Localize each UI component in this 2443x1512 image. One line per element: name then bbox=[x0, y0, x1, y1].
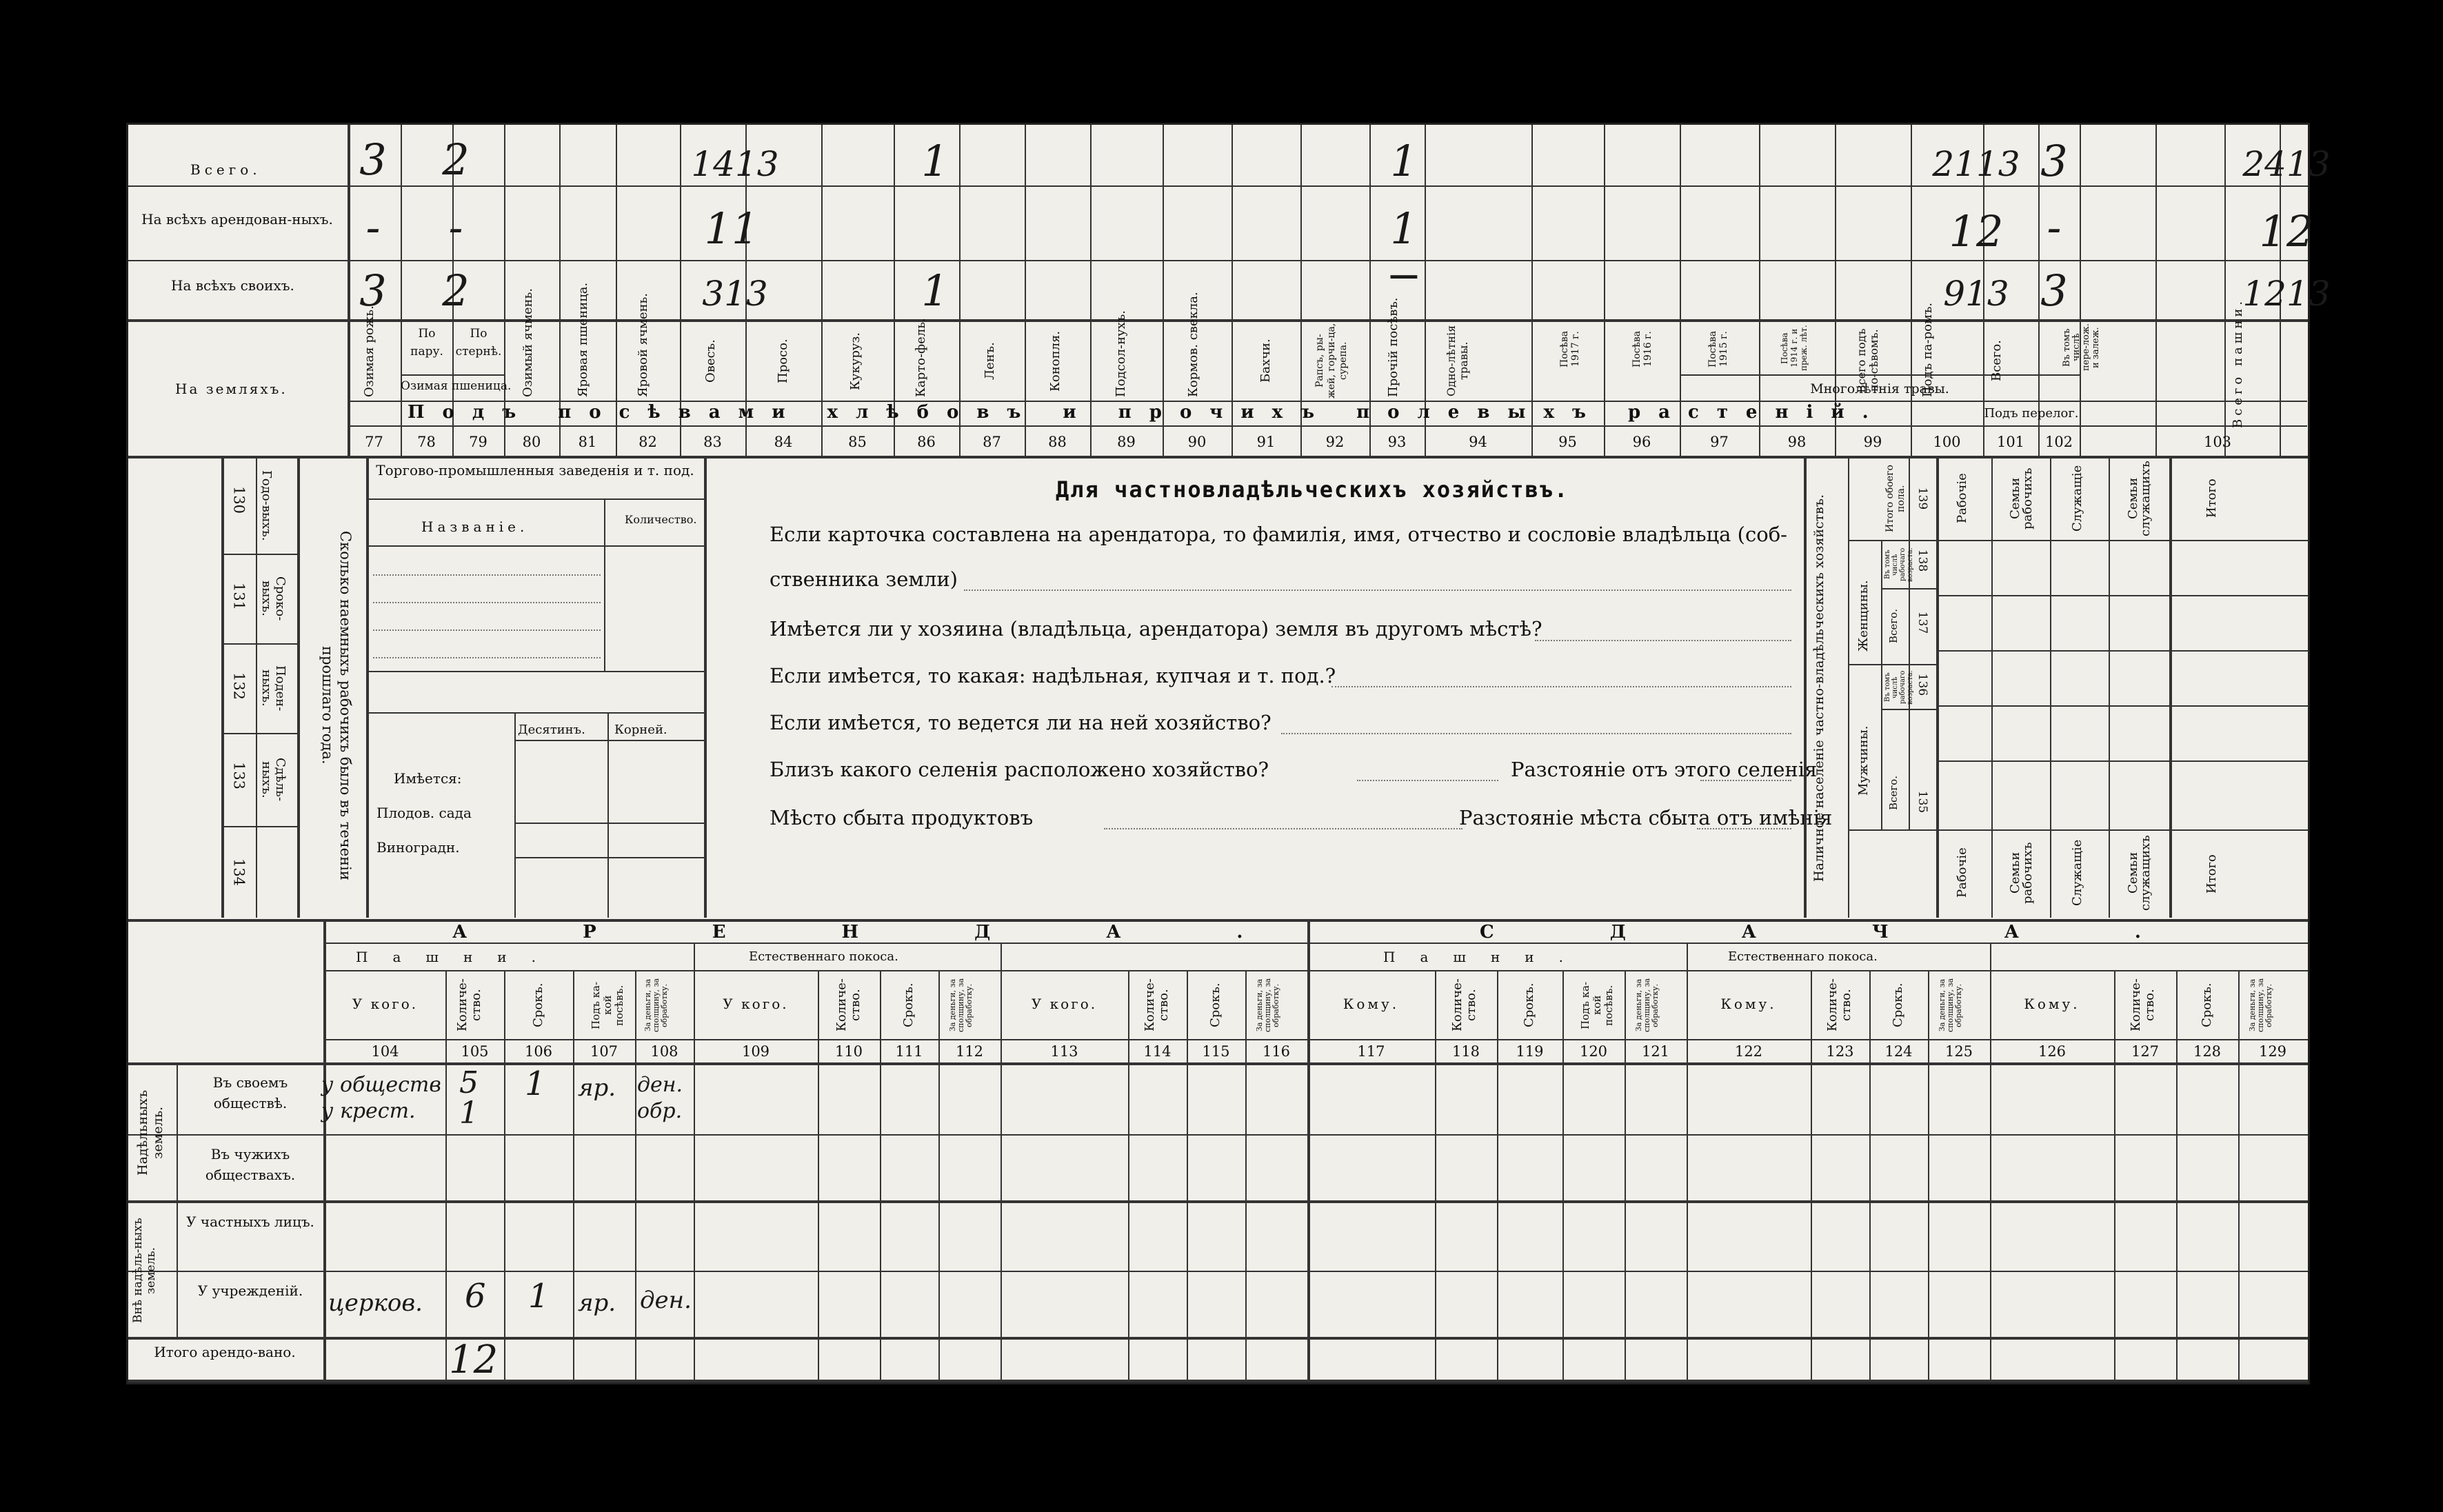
hdr-106: Срокъ. bbox=[531, 982, 545, 1028]
q-farming: Если имѣется, то ведется ли на ней хозяйство? bbox=[770, 711, 1271, 734]
hand-total-78: 2 bbox=[442, 134, 470, 185]
labour-num-131: 131 bbox=[230, 582, 248, 611]
lnum-104: 104 bbox=[371, 1043, 399, 1060]
hand-total-84: 1 bbox=[921, 136, 949, 186]
pop-men: Мужчины. bbox=[1856, 725, 1871, 796]
population-caption: Наличное населеніе частно-владѣльческихъ хозяйствъ. bbox=[1811, 494, 1827, 882]
colnum-102: 102 bbox=[2044, 434, 2073, 450]
pop-women-all: Всего. bbox=[1887, 609, 1900, 643]
lnum-127: 127 bbox=[2131, 1043, 2160, 1060]
hand-own-81: 313 bbox=[702, 274, 768, 314]
colnum-89: 89 bbox=[1117, 434, 1136, 450]
lnum-111: 111 bbox=[895, 1043, 923, 1060]
colnum-101: 101 bbox=[1996, 434, 2025, 450]
middle-section bbox=[128, 457, 2308, 919]
lnum-115: 115 bbox=[1202, 1043, 1230, 1060]
pop-women: Женщины. bbox=[1856, 580, 1871, 652]
row-other-society: Въ чужихъ обществахъ. bbox=[205, 1146, 296, 1183]
pop-col-employees-top: Служащіе bbox=[2070, 465, 2084, 532]
lnum-119: 119 bbox=[1516, 1043, 1544, 1060]
pop-col-empfam-top: Семьи служащихъ bbox=[2126, 461, 2153, 536]
colnum-98: 98 bbox=[1787, 434, 1807, 450]
sdacha-pokos: Естественнаго покоса. bbox=[1728, 949, 1878, 964]
lnum-114: 114 bbox=[1143, 1043, 1172, 1060]
hdr-115: Срокъ. bbox=[1208, 982, 1223, 1028]
col-header-80: Озимый ячмень. bbox=[521, 288, 535, 397]
hdr-104: У кого. bbox=[352, 996, 419, 1012]
col-header-77: Озимая рожь. bbox=[362, 305, 376, 397]
hdr-107: Подъ ка-кой посѣвъ. bbox=[590, 981, 625, 1029]
hand-total-81: 1413 bbox=[691, 144, 779, 184]
trade-qty-col: Количество. bbox=[625, 513, 697, 526]
row-label-own: На всѣхъ своихъ. bbox=[171, 277, 294, 294]
hand-total-103: 2413 bbox=[2242, 144, 2331, 184]
colnum-94: 94 bbox=[1469, 434, 1487, 450]
census-card bbox=[126, 123, 2331, 1384]
lnum-109: 109 bbox=[741, 1043, 770, 1060]
lnum-124: 124 bbox=[1884, 1043, 1913, 1060]
lnum-125: 125 bbox=[1944, 1043, 1973, 1060]
vne-nadel-label: Внѣ надѣль-ныхъ земель. bbox=[131, 1218, 158, 1324]
hand-leased-99: - bbox=[2047, 202, 2062, 252]
col-header-103: Всего пашни. bbox=[2231, 297, 2245, 428]
q-sales-place: Мѣсто сбыта продуктовъ bbox=[770, 806, 1034, 829]
hand-r4-qty: 6 bbox=[465, 1277, 486, 1316]
hand-r1-qty: 5 1 bbox=[459, 1065, 479, 1131]
colnum-92: 92 bbox=[1325, 434, 1345, 450]
hand-total-99: 3 bbox=[2040, 136, 2068, 186]
nadel-label: Надѣльныхъ земель. bbox=[135, 1089, 165, 1176]
labour-num-134: 134 bbox=[230, 858, 248, 887]
lnum-110: 110 bbox=[834, 1043, 863, 1060]
hand-own-78: 2 bbox=[442, 265, 470, 316]
lnum-123: 123 bbox=[1826, 1043, 1854, 1060]
hdr-118: Количе-ство. bbox=[1450, 978, 1478, 1032]
col-header-93: Прочій посѣвъ. bbox=[1386, 297, 1400, 397]
col-header-95: Посѣва 1917 г. bbox=[1559, 330, 1581, 367]
col-header-84: Просо. bbox=[776, 339, 790, 383]
colnum-100: 100 bbox=[1933, 434, 1961, 450]
pop-num-137: 137 bbox=[1916, 611, 1929, 634]
lnum-122: 122 bbox=[1734, 1043, 1763, 1060]
hdr-114: Количе-ство. bbox=[1143, 978, 1171, 1032]
hand-r1-who: у обществ у крест. bbox=[321, 1073, 441, 1123]
colnum-88: 88 bbox=[1048, 434, 1067, 450]
under-fallow-label: Подъ перелог. bbox=[1984, 406, 2079, 421]
col-header-101: Всего. bbox=[1989, 340, 2004, 382]
hand-own-90: − bbox=[1386, 250, 1422, 301]
colnum-87: 87 bbox=[983, 434, 1001, 450]
colnum-81: 81 bbox=[578, 434, 597, 450]
col-header-83: Овесъ. bbox=[703, 339, 718, 383]
hand-r4-srok: 1 bbox=[528, 1277, 550, 1316]
row-label-leased: На всѣхъ арендован-ныхъ. bbox=[141, 211, 333, 228]
labour-col-piece: Сдѣль-ныхъ. bbox=[259, 757, 288, 802]
lnum-106: 106 bbox=[524, 1043, 553, 1060]
col-header-82: Яровой ячмень. bbox=[636, 292, 650, 397]
trade-orchard: Плодов. сада bbox=[376, 805, 472, 821]
labour-caption: Сколько наемныхъ рабочихъ было въ теченіи прошлаго года. bbox=[319, 530, 354, 880]
sdacha-banner: СДАЧА. bbox=[1480, 922, 2257, 943]
pop-num-138: 138 bbox=[1916, 549, 1929, 572]
col-header-92: Рапсъ, ры-жей, горчи-ца, сурепа. bbox=[1314, 323, 1349, 399]
pop-col-total-top: Итого bbox=[2204, 478, 2219, 518]
ozim-wheat-label: Озимая пшеница. bbox=[401, 379, 512, 393]
hand-leased-78: - bbox=[448, 202, 463, 252]
lnum-108: 108 bbox=[650, 1043, 678, 1060]
q-owner-line2: ственника земли) bbox=[770, 567, 958, 591]
pop-num-136: 136 bbox=[1916, 673, 1929, 696]
row-label-total: Всего. bbox=[190, 161, 261, 178]
hdr-125: За деньги, за сполщину, за обработку. bbox=[1938, 978, 1963, 1033]
hdr-121: За деньги, за сполщину, за обработку. bbox=[1634, 978, 1660, 1033]
colnum-77: 77 bbox=[365, 434, 383, 450]
trade-title: Торгово-промышленныя заведенія и т. под. bbox=[376, 462, 694, 478]
pop-col-workers-bot: Рабочіе bbox=[1955, 847, 1969, 898]
lnum-117: 117 bbox=[1357, 1043, 1385, 1060]
crops-banner: Подъ посѣвами хлѣбовъ и прочихъ полевыхъ растеній. bbox=[408, 402, 1887, 423]
hdr-108: За деньги, за сполщину, за обработку. bbox=[643, 978, 669, 1033]
hdr-116: За деньги, за сполщину, за обработку. bbox=[1255, 978, 1280, 1033]
hdr-119: Срокъ. bbox=[1522, 982, 1536, 1028]
hdr-105: Количе-ство. bbox=[455, 978, 483, 1032]
lnum-116: 116 bbox=[1262, 1043, 1291, 1060]
hand-own-98: 913 bbox=[1943, 274, 2009, 314]
private-questionnaire bbox=[707, 457, 1900, 918]
labour-num-130: 130 bbox=[230, 485, 248, 514]
hand-leased-90: 1 bbox=[1390, 203, 1418, 254]
lnum-129: 129 bbox=[2258, 1043, 2287, 1060]
hdr-123: Количе-ство. bbox=[1825, 978, 1853, 1032]
lnum-105: 105 bbox=[461, 1043, 489, 1060]
col-header-81: Яровая пшеница. bbox=[576, 282, 590, 397]
row-total-leased: Итого арендо-вано. bbox=[154, 1344, 296, 1360]
labour-col-daily: Поден-ныхъ. bbox=[259, 665, 288, 712]
colnum-90: 90 bbox=[1187, 434, 1207, 450]
trade-has: Имѣется: bbox=[394, 770, 462, 787]
pop-men-workers: Въ томъ числѣ рабочаго возраста. bbox=[1884, 670, 1914, 705]
pop-men-all: Всего. bbox=[1887, 776, 1900, 811]
col-header-86: Карто-фель. bbox=[914, 318, 928, 397]
pop-col-workfam-bot: Семьи рабочихъ bbox=[2008, 842, 2035, 904]
hand-r4-who: церков. bbox=[328, 1289, 423, 1317]
lnum-121: 121 bbox=[1641, 1043, 1670, 1060]
hand-own-84: 1 bbox=[921, 265, 949, 316]
hdr-127: Количе-ство. bbox=[2129, 978, 2157, 1032]
sdacha-pashni: Пашни. bbox=[1383, 949, 1588, 965]
colnum-96: 96 bbox=[1632, 434, 1651, 450]
hand-own-103: 1213 bbox=[2242, 274, 2331, 314]
col-header-85: Кукуруз. bbox=[848, 332, 863, 390]
row-private: У частныхъ лицъ. bbox=[186, 1213, 314, 1230]
q-land-kind: Если имѣется, то какая: надѣльная, купчая и т. под.? bbox=[770, 664, 1336, 687]
arenda-pokos: Естественнаго покоса. bbox=[749, 949, 898, 964]
colnum-85: 85 bbox=[848, 434, 867, 450]
col-header-96: Посѣва 1916 г. bbox=[1631, 330, 1653, 367]
col-header-91: Бахчи. bbox=[1258, 339, 1273, 383]
hand-total-77: 3 bbox=[359, 134, 387, 185]
arenda-pashni: Пашни. bbox=[356, 949, 561, 965]
colnum-97: 97 bbox=[1710, 434, 1729, 450]
pop-col-workfam-top: Семьи рабочихъ bbox=[2008, 467, 2035, 530]
hand-r1-za: ден. обр. bbox=[637, 1073, 683, 1123]
colnum-78: 78 bbox=[417, 434, 436, 450]
col-header-78: По пару. bbox=[410, 327, 443, 359]
col-header-99: Всего подъ по-сѣвомъ. bbox=[1855, 328, 1880, 393]
perennial-grass-label: Многолѣтнія травы. bbox=[1810, 381, 1949, 396]
row-label-lands: На земляхъ. bbox=[175, 381, 288, 397]
lnum-112: 112 bbox=[955, 1043, 984, 1060]
q-distance-sales: Разстояніе мѣста сбыта отъ имѣнія bbox=[1459, 806, 1833, 829]
col-header-98: Посѣва 1914 г. и преж. лѣт. bbox=[1780, 325, 1809, 372]
hand-total-98: 2113 bbox=[1932, 144, 2020, 184]
col-header-102: Въ томъ числѣ пере-лож. и залеж. bbox=[2062, 323, 2101, 372]
pop-num-139: 139 bbox=[1916, 487, 1929, 510]
colnum-80: 80 bbox=[522, 434, 541, 450]
labour-col-term: Сроко-выхъ. bbox=[259, 576, 288, 621]
q-near-village: Близъ какого селенія расположено хозяйство? bbox=[770, 758, 1269, 781]
q-distance-village: Разстояніе отъ этого селенія bbox=[1511, 758, 1818, 781]
q-owner-line1: Если карточка составлена на арендатора, то фамилія, имя, отчество и сословіе владѣльца (соб- bbox=[770, 523, 1787, 546]
pop-num-135: 135 bbox=[1916, 790, 1929, 814]
lnum-118: 118 bbox=[1451, 1043, 1480, 1060]
private-title: Для частновладѣльческихъ хозяйствъ. bbox=[1056, 476, 1569, 503]
lease-table bbox=[128, 919, 2308, 1382]
hdr-109: У кого. bbox=[723, 996, 789, 1012]
trade-desyatin: Десятинъ. bbox=[518, 723, 585, 737]
hand-total-90: 1 bbox=[1390, 136, 1418, 186]
hdr-110: Количе-ство. bbox=[834, 978, 863, 1032]
hdr-124: Срокъ. bbox=[1891, 982, 1905, 1028]
colnum-83: 83 bbox=[703, 434, 722, 450]
colnum-103: 103 bbox=[2203, 434, 2232, 450]
hdr-112: За деньги, за сполщину, за обработку. bbox=[948, 978, 974, 1033]
lnum-128: 128 bbox=[2193, 1043, 2222, 1060]
hdr-128: Срокъ. bbox=[2200, 982, 2214, 1028]
lnum-107: 107 bbox=[590, 1043, 619, 1060]
colnum-84: 84 bbox=[774, 434, 793, 450]
hdr-117: Кому. bbox=[1343, 996, 1400, 1012]
trade-box bbox=[366, 457, 704, 918]
pop-total-sexes: Итого обоего пола. bbox=[1884, 465, 1907, 532]
population-box bbox=[1805, 457, 2308, 918]
colnum-95: 95 bbox=[1558, 434, 1577, 450]
col-header-94: Одно-лѣтнія травы. bbox=[1445, 325, 1470, 396]
trade-vineyard: Виноградн. bbox=[376, 839, 460, 856]
hdr-126: Кому. bbox=[2024, 996, 2080, 1012]
hdr-120: Подъ ка-кой посѣвъ. bbox=[1579, 981, 1615, 1029]
hand-leased-81: 11 bbox=[704, 203, 759, 254]
labour-num-132: 132 bbox=[230, 672, 248, 700]
hdr-122: Кому. bbox=[1720, 996, 1777, 1012]
colnum-86: 86 bbox=[917, 434, 936, 450]
col-header-97: Посѣва 1915 г. bbox=[1707, 330, 1729, 367]
hand-r1-pod: яр. bbox=[578, 1074, 616, 1102]
col-header-79: По стернѣ. bbox=[455, 327, 502, 359]
row-institutions: У учрежденій. bbox=[197, 1282, 303, 1299]
hand-own-99: 3 bbox=[2040, 265, 2068, 316]
pop-women-workers: Въ томъ числѣ рабочаго возраста. bbox=[1884, 547, 1914, 582]
colnum-82: 82 bbox=[639, 434, 657, 450]
hand-r4-za: ден. bbox=[640, 1287, 692, 1314]
trade-roots: Корней. bbox=[614, 723, 667, 737]
col-header-89: Подсол-нухъ. bbox=[1114, 310, 1128, 397]
q-other-land: Имѣется ли у хозяина (владѣльца, арендатора) земля въ другомъ мѣстѣ? bbox=[770, 617, 1542, 641]
hand-leased-98: 12 bbox=[1949, 206, 2004, 256]
trade-name-col: Названіе. bbox=[421, 518, 529, 535]
pop-col-empfam-bot: Семьи служащихъ bbox=[2126, 835, 2153, 911]
hdr-111: Срокъ. bbox=[901, 982, 916, 1028]
row-own-society: Въ своемъ обществѣ. bbox=[212, 1074, 288, 1111]
hdr-113: У кого. bbox=[1031, 996, 1098, 1012]
arenda-banner: АРЕНДА. bbox=[452, 922, 1359, 943]
hand-r1-srok: 1 bbox=[525, 1065, 546, 1103]
pop-col-workers-top: Рабочіе bbox=[1955, 473, 1969, 524]
colnum-93: 93 bbox=[1387, 434, 1407, 450]
hdr-129: За деньги, за сполщину, за обработку. bbox=[2248, 978, 2273, 1033]
lnum-120: 120 bbox=[1579, 1043, 1608, 1060]
pop-col-employees-bot: Служащіе bbox=[2070, 839, 2084, 907]
labour-num-133: 133 bbox=[230, 761, 248, 790]
hand-leased-77: - bbox=[365, 202, 381, 252]
col-header-100: Подъ па-ромъ. bbox=[1920, 302, 1935, 397]
hand-leased-103: 12 bbox=[2259, 206, 2314, 256]
hand-own-77: 3 bbox=[359, 265, 387, 316]
lnum-126: 126 bbox=[2038, 1043, 2067, 1060]
pop-col-total-bot: Итого bbox=[2204, 854, 2219, 894]
colnum-91: 91 bbox=[1256, 434, 1276, 450]
colnum-99: 99 bbox=[1863, 434, 1882, 450]
lnum-113: 113 bbox=[1050, 1043, 1078, 1060]
col-header-88: Конопля. bbox=[1048, 330, 1063, 392]
colnum-79: 79 bbox=[469, 434, 487, 450]
hand-r4-pod: яр. bbox=[578, 1289, 616, 1317]
col-header-87: Ленъ. bbox=[983, 342, 997, 380]
col-header-90: Кормов. свекла. bbox=[1186, 292, 1200, 397]
crop-table bbox=[128, 125, 2331, 456]
hand-total-leased: 12 bbox=[449, 1338, 499, 1382]
labour-col-annual: Годо-выхъ. bbox=[259, 470, 274, 541]
